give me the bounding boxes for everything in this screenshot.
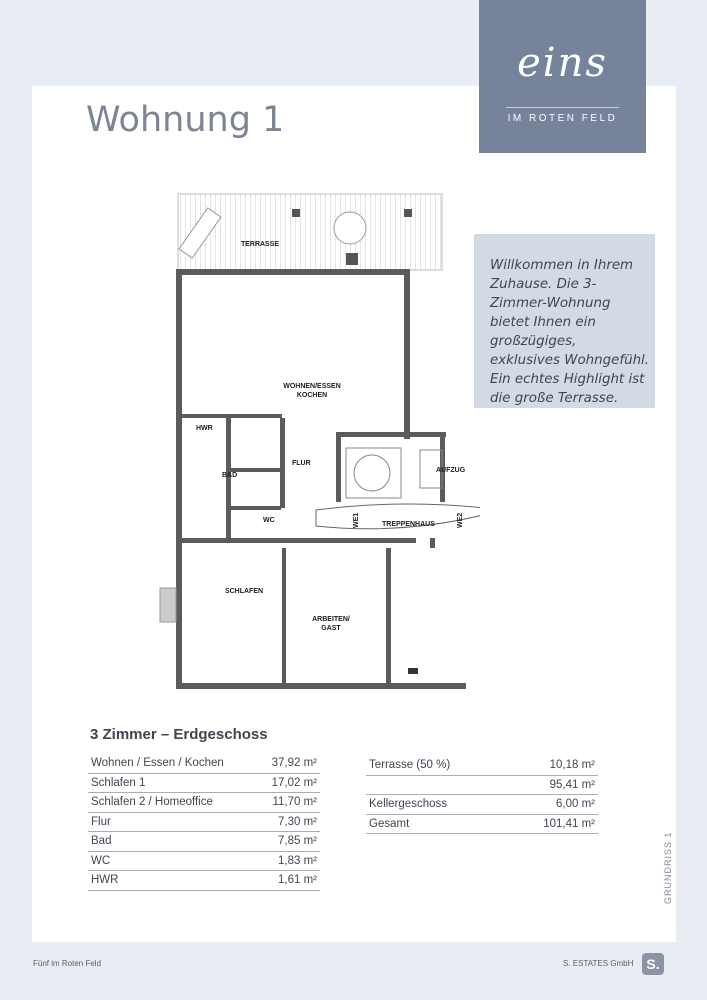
table-row [366, 756, 598, 775]
table-row [88, 793, 320, 813]
area-label [366, 775, 506, 795]
page-title: Wohnung 1 [86, 100, 285, 140]
terrace-table [334, 212, 366, 244]
area-label: Kellergeschoss [366, 795, 506, 815]
label-hwr: HWR [196, 425, 213, 432]
area-value: 37,92 m² [257, 754, 320, 773]
area-label: HWR [88, 871, 257, 891]
area-label: WC [88, 851, 257, 871]
table-row [366, 795, 598, 815]
table-row [88, 773, 320, 793]
area-label: Wohnen / Essen / Kochen [88, 754, 257, 773]
area-label: Schlafen 1 [88, 773, 257, 793]
label-aufzug: AUFZUG [436, 467, 466, 474]
table-row [88, 832, 320, 852]
label-arbeiten: ARBEITEN/ [312, 616, 350, 623]
area-table-left [88, 754, 320, 891]
area-label: Terrasse (50 %) [366, 756, 506, 775]
brand-logo [479, 0, 646, 153]
floor-plan [150, 188, 480, 700]
brand-script: eins [517, 40, 608, 86]
area-label: Bad [88, 832, 257, 852]
label-wohnen: WOHNEN/ESSEN [283, 383, 341, 390]
table-row [88, 871, 320, 891]
area-value: 6,00 m² [506, 795, 598, 815]
label-bad: BAD [222, 472, 238, 479]
area-value: 1,83 m² [257, 851, 320, 871]
label-wc: WC [263, 517, 275, 524]
label-schlafen: SCHLAFEN [224, 588, 264, 595]
table-row [88, 812, 320, 832]
area-value: 17,02 m² [257, 773, 320, 793]
area-label: Flur [88, 812, 257, 832]
area-value: 11,70 m² [257, 793, 320, 813]
label-kochen: KOCHEN [296, 392, 328, 399]
brand-subtitle: IM ROTEN FELD [507, 113, 618, 124]
area-value: 95,41 m² [506, 775, 598, 795]
footer-left: Fünf im Roten Feld [33, 959, 102, 968]
area-value: 7,30 m² [257, 812, 320, 832]
label-we1: WE1 [353, 512, 360, 528]
label-treppenhaus: TREPPENHAUS [382, 521, 435, 528]
table-row [366, 775, 598, 795]
area-label: Schlafen 2 / Homeoffice [88, 793, 257, 813]
label-flur: FLUR [292, 460, 311, 467]
apartment-subtitle: 3 Zimmer – Erdgeschoss [90, 726, 268, 743]
table-row [88, 851, 320, 871]
intro-box [474, 234, 655, 408]
terrace-area [178, 194, 442, 270]
area-value: 10,18 m² [506, 756, 598, 775]
table-row [88, 754, 320, 773]
area-label: Gesamt [366, 814, 506, 834]
area-value: 7,85 m² [257, 832, 320, 852]
footer-right: S. ESTATES GmbH [563, 959, 634, 968]
intro-text: Willkommen in Ihrem Zuhause. Die 3-Zimmer-Wohnung bietet Ihnen ein großzügiges, exklusives Wohngefühl. Ein echtes Highlight ist die große Terrasse. [490, 258, 650, 406]
side-label: GRUNDRISS 1 [663, 831, 673, 904]
area-value: 101,41 m² [506, 814, 598, 834]
label-we2: WE2 [457, 512, 464, 528]
label-gast: GAST [321, 625, 341, 632]
footer-logo-icon: S. [642, 953, 664, 975]
brand-divider [506, 107, 619, 108]
area-table-right [366, 756, 598, 834]
area-value: 1,61 m² [257, 871, 320, 891]
label-terrasse: TERRASSE [240, 241, 280, 248]
table-row [366, 814, 598, 834]
